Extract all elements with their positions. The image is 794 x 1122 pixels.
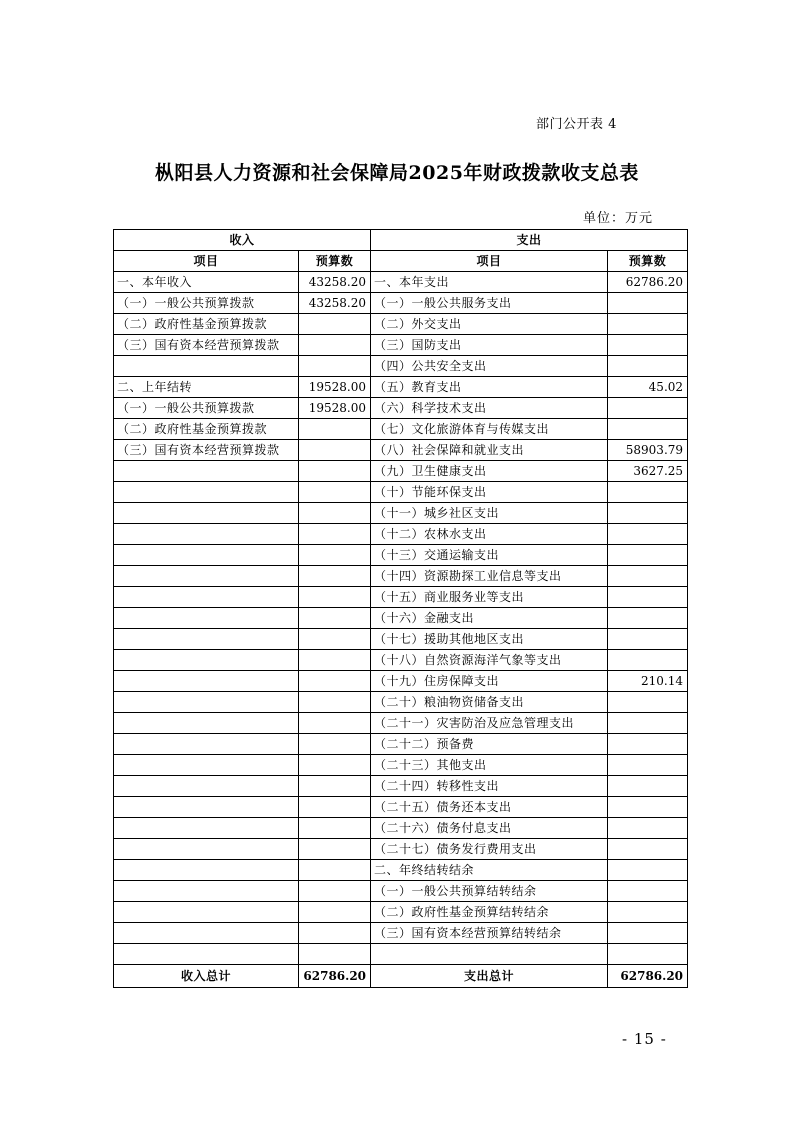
expense-item-cell: （十三）交通运输支出 <box>371 545 608 566</box>
expense-value-cell <box>608 608 688 629</box>
table-row <box>114 923 688 944</box>
expense-value-cell: 58903.79 <box>608 440 688 461</box>
table-row <box>114 881 688 902</box>
expense-item-cell: （二十）粮油物资储备支出 <box>371 692 608 713</box>
income-item-cell: 二、上年结转 <box>114 377 299 398</box>
expense-budget-header: 预算数 <box>608 251 688 272</box>
income-value-cell <box>299 860 371 881</box>
income-item-cell <box>114 503 299 524</box>
income-value-cell <box>299 545 371 566</box>
income-budget-header: 预算数 <box>299 251 371 272</box>
expense-value-cell <box>608 776 688 797</box>
expense-item-cell: （二）外交支出 <box>371 314 608 335</box>
income-item-cell: （二）政府性基金预算拨款 <box>114 419 299 440</box>
income-item-cell <box>114 923 299 944</box>
income-item-cell: （一）一般公共预算拨款 <box>114 293 299 314</box>
income-value-cell <box>299 881 371 902</box>
table-row <box>114 755 688 776</box>
income-group-header: 收入 <box>114 230 371 251</box>
expense-item-cell <box>371 944 608 965</box>
table-row <box>114 734 688 755</box>
table-row <box>114 503 688 524</box>
expense-value-cell <box>608 356 688 377</box>
table-row <box>114 461 688 482</box>
income-value-cell <box>299 713 371 734</box>
expense-value-cell <box>608 902 688 923</box>
income-value-cell <box>299 461 371 482</box>
expense-value-cell <box>608 566 688 587</box>
income-value-cell <box>299 440 371 461</box>
expense-item-cell: （一）一般公共预算结转结余 <box>371 881 608 902</box>
expense-value-cell <box>608 629 688 650</box>
expense-item-cell: （二十一）灾害防治及应急管理支出 <box>371 713 608 734</box>
income-value-cell <box>299 797 371 818</box>
income-value-cell <box>299 650 371 671</box>
expense-item-cell: （十）节能环保支出 <box>371 482 608 503</box>
budget-summary-table <box>113 229 688 988</box>
column-header-row <box>114 251 688 272</box>
expense-value-cell <box>608 839 688 860</box>
expense-value-cell <box>608 314 688 335</box>
table-row <box>114 944 688 965</box>
table-row <box>114 692 688 713</box>
expense-item-cell: （十八）自然资源海洋气象等支出 <box>371 650 608 671</box>
table-row <box>114 797 688 818</box>
expense-value-cell <box>608 713 688 734</box>
income-item-cell <box>114 629 299 650</box>
income-item-cell: （三）国有资本经营预算拨款 <box>114 440 299 461</box>
income-value-cell <box>299 566 371 587</box>
table-row <box>114 293 688 314</box>
expense-value-cell <box>608 818 688 839</box>
table-row <box>114 440 688 461</box>
expense-item-cell: （四）公共安全支出 <box>371 356 608 377</box>
income-value-cell: 43258.20 <box>299 293 371 314</box>
table-row <box>114 839 688 860</box>
expense-value-cell <box>608 482 688 503</box>
expense-item-cell: （十六）金融支出 <box>371 608 608 629</box>
expense-value-cell <box>608 797 688 818</box>
income-value-cell: 43258.20 <box>299 272 371 293</box>
income-item-cell: （三）国有资本经营预算拨款 <box>114 335 299 356</box>
income-item-cell: 一、本年收入 <box>114 272 299 293</box>
table-body <box>114 272 688 965</box>
expense-item-cell: （十七）援助其他地区支出 <box>371 629 608 650</box>
expense-value-cell <box>608 650 688 671</box>
expense-value-cell <box>608 860 688 881</box>
income-value-cell <box>299 587 371 608</box>
table-row <box>114 629 688 650</box>
page-title: 枞阳县人力资源和社会保障局2025年财政拨款收支总表 <box>155 162 639 184</box>
income-item-cell <box>114 356 299 377</box>
expense-item-cell: （一）一般公共服务支出 <box>371 293 608 314</box>
income-value-cell <box>299 503 371 524</box>
income-total-value: 62786.20 <box>299 965 371 988</box>
income-value-cell <box>299 755 371 776</box>
income-value-cell <box>299 734 371 755</box>
income-item-cell <box>114 566 299 587</box>
expense-item-cell: （十五）商业服务业等支出 <box>371 587 608 608</box>
expense-item-cell: （十九）住房保障支出 <box>371 671 608 692</box>
income-item-cell <box>114 902 299 923</box>
income-value-cell <box>299 524 371 545</box>
expense-value-cell: 45.02 <box>608 377 688 398</box>
expense-value-cell <box>608 755 688 776</box>
income-value-cell <box>299 608 371 629</box>
expense-item-cell: （十一）城乡社区支出 <box>371 503 608 524</box>
table-row <box>114 524 688 545</box>
income-item-cell: （一）一般公共预算拨款 <box>114 398 299 419</box>
expense-value-cell <box>608 944 688 965</box>
expense-item-cell: （二十六）债务付息支出 <box>371 818 608 839</box>
income-item-cell <box>114 776 299 797</box>
income-value-cell <box>299 482 371 503</box>
income-value-cell <box>299 629 371 650</box>
income-value-cell: 19528.00 <box>299 377 371 398</box>
income-value-cell <box>299 335 371 356</box>
expense-item-cell: （三）国防支出 <box>371 335 608 356</box>
table-row <box>114 587 688 608</box>
table-row <box>114 482 688 503</box>
income-item-cell <box>114 482 299 503</box>
income-item-cell <box>114 881 299 902</box>
income-value-cell <box>299 419 371 440</box>
expense-item-cell: （七）文化旅游体育与传媒支出 <box>371 419 608 440</box>
income-value-cell: 19528.00 <box>299 398 371 419</box>
income-item-cell <box>114 713 299 734</box>
expense-item-cell: （三）国有资本经营预算结转结余 <box>371 923 608 944</box>
income-item-cell <box>114 608 299 629</box>
expense-value-cell: 62786.20 <box>608 272 688 293</box>
expense-item-cell: （十四）资源勘探工业信息等支出 <box>371 566 608 587</box>
income-item-cell <box>114 461 299 482</box>
income-value-cell <box>299 839 371 860</box>
expense-value-cell: 3627.25 <box>608 461 688 482</box>
expense-value-cell <box>608 545 688 566</box>
income-item-cell <box>114 839 299 860</box>
income-value-cell <box>299 692 371 713</box>
table-row <box>114 650 688 671</box>
income-item-cell <box>114 755 299 776</box>
expense-value-cell <box>608 293 688 314</box>
income-value-cell <box>299 923 371 944</box>
table-row <box>114 335 688 356</box>
income-item-cell <box>114 671 299 692</box>
expense-total-label: 支出总计 <box>371 965 608 988</box>
expense-item-cell: （六）科学技术支出 <box>371 398 608 419</box>
expense-value-cell: 210.14 <box>608 671 688 692</box>
income-total-label: 收入总计 <box>114 965 299 988</box>
expense-item-cell: （二十五）债务还本支出 <box>371 797 608 818</box>
expense-value-cell <box>608 734 688 755</box>
income-item-cell <box>114 734 299 755</box>
table-row <box>114 902 688 923</box>
page-number: - 15 - <box>622 1030 667 1048</box>
expense-item-cell: （二十七）债务发行费用支出 <box>371 839 608 860</box>
expense-item-cell: （十二）农林水支出 <box>371 524 608 545</box>
income-value-cell <box>299 671 371 692</box>
unit-label: 单位：万元 <box>583 211 654 226</box>
income-item-cell <box>114 692 299 713</box>
expense-item-cell: 二、年终结转结余 <box>371 860 608 881</box>
table-row <box>114 419 688 440</box>
income-item-cell: （二）政府性基金预算拨款 <box>114 314 299 335</box>
income-value-cell <box>299 314 371 335</box>
expense-value-cell <box>608 881 688 902</box>
expense-value-cell <box>608 335 688 356</box>
table-row <box>114 713 688 734</box>
income-value-cell <box>299 776 371 797</box>
table-row <box>114 818 688 839</box>
table-row <box>114 545 688 566</box>
table-row <box>114 860 688 881</box>
income-value-cell <box>299 818 371 839</box>
income-item-cell <box>114 587 299 608</box>
form-number: 部门公开表 4 <box>536 117 617 132</box>
income-item-header: 项目 <box>114 251 299 272</box>
expense-item-cell: （八）社会保障和就业支出 <box>371 440 608 461</box>
expense-item-cell: （二十三）其他支出 <box>371 755 608 776</box>
income-value-cell <box>299 356 371 377</box>
table-row <box>114 776 688 797</box>
group-header-row <box>114 230 688 251</box>
expense-item-cell: （九）卫生健康支出 <box>371 461 608 482</box>
table-row <box>114 608 688 629</box>
income-value-cell <box>299 944 371 965</box>
income-item-cell <box>114 524 299 545</box>
expense-value-cell <box>608 692 688 713</box>
expense-item-cell: （五）教育支出 <box>371 377 608 398</box>
expense-value-cell <box>608 524 688 545</box>
income-item-cell <box>114 545 299 566</box>
expense-value-cell <box>608 587 688 608</box>
income-item-cell <box>114 818 299 839</box>
expense-item-cell: （二）政府性基金预算结转结余 <box>371 902 608 923</box>
table-row <box>114 398 688 419</box>
expense-group-header: 支出 <box>371 230 688 251</box>
total-row <box>114 965 688 988</box>
expense-value-cell <box>608 503 688 524</box>
table-row <box>114 356 688 377</box>
income-item-cell <box>114 650 299 671</box>
expense-value-cell <box>608 398 688 419</box>
expense-total-value: 62786.20 <box>608 965 688 988</box>
table-row <box>114 671 688 692</box>
table-row <box>114 377 688 398</box>
expense-item-header: 项目 <box>371 251 608 272</box>
table-row <box>114 272 688 293</box>
income-item-cell <box>114 797 299 818</box>
income-item-cell <box>114 860 299 881</box>
table-row <box>114 314 688 335</box>
income-item-cell <box>114 944 299 965</box>
expense-item-cell: （二十四）转移性支出 <box>371 776 608 797</box>
expense-value-cell <box>608 419 688 440</box>
income-value-cell <box>299 902 371 923</box>
expense-value-cell <box>608 923 688 944</box>
table-row <box>114 566 688 587</box>
expense-item-cell: 一、本年支出 <box>371 272 608 293</box>
expense-item-cell: （二十二）预备费 <box>371 734 608 755</box>
